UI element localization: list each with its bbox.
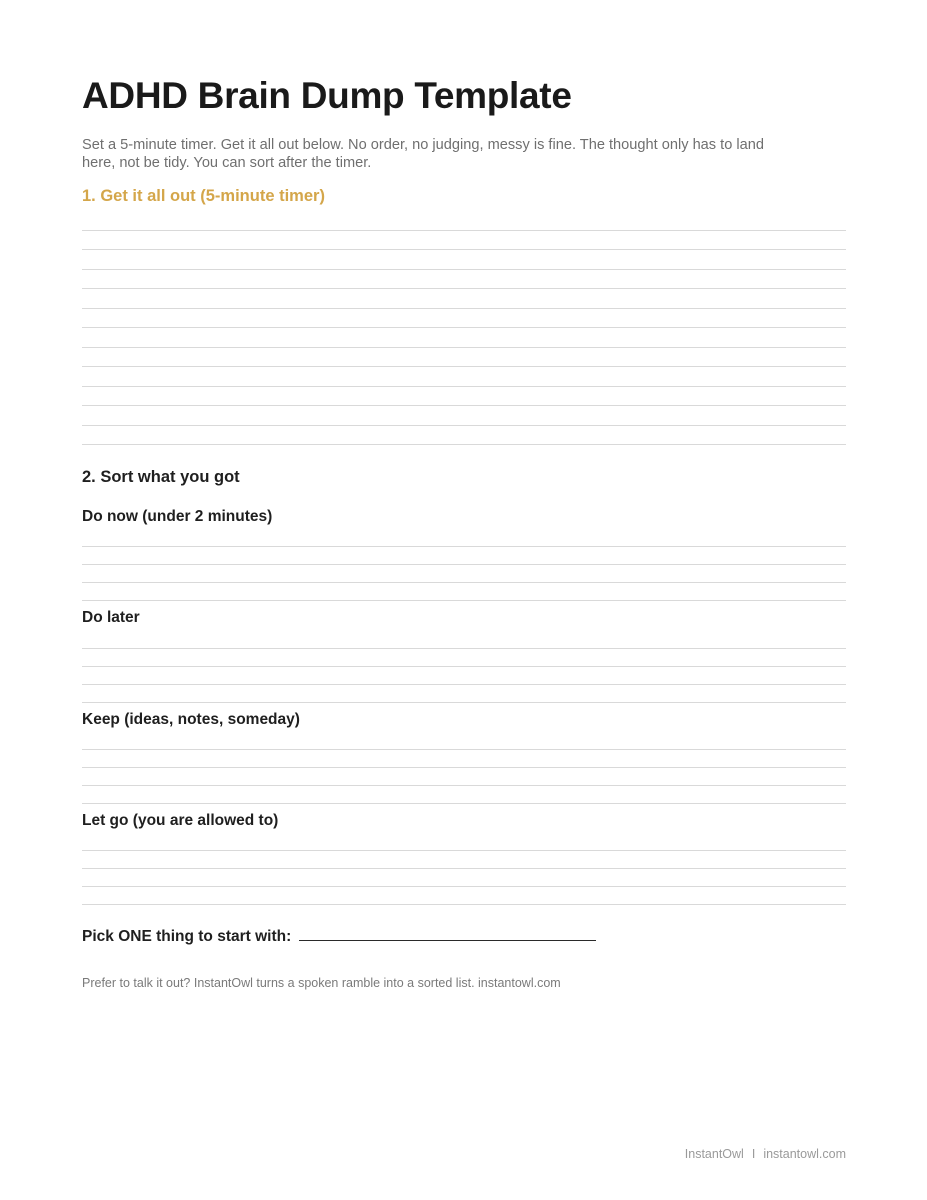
writing-line [82,582,846,583]
section-2-heading: 2. Sort what you got [82,468,240,486]
pick-one-row [82,926,596,946]
category-let-go-heading: Let go (you are allowed to) [82,812,279,829]
writing-line [82,648,846,649]
footer-brand: InstantOwl [684,1147,744,1161]
page-title: ADHD Brain Dump Template [82,75,572,116]
writing-line [82,785,846,786]
writing-line [82,405,846,406]
writing-line [82,230,846,231]
writing-line [82,269,846,270]
pick-one-blank-line[interactable] [299,926,596,941]
category-keep-heading: Keep (ideas, notes, someday) [82,711,300,728]
category-do-later-heading: Do later [82,609,140,626]
writing-line [82,288,846,289]
writing-line [82,327,846,328]
writing-line [82,546,846,547]
writing-line [82,886,846,887]
category-do-now-heading: Do now (under 2 minutes) [82,508,273,525]
pick-one-label: Pick ONE thing to start with: [82,928,292,945]
writing-line [82,702,846,703]
writing-line [82,767,846,768]
writing-line [82,564,846,565]
writing-line [82,444,846,445]
writing-line [82,904,846,905]
footer-separator: I [751,1147,756,1161]
writing-line [82,850,846,851]
intro-instructions: Set a 5-minute timer. Get it all out below. No order, no judging, messy is fine. The thought only has to land here, not be tidy. You can sort after the timer. [82,137,764,171]
writing-line [82,803,846,804]
writing-line [82,366,846,367]
writing-line [82,749,846,750]
writing-line [82,425,846,426]
writing-line [82,308,846,309]
footer-url[interactable]: instantowl.com [763,1147,846,1161]
writing-line [82,249,846,250]
writing-line [82,600,846,601]
worksheet-page [82,0,846,1200]
section-1-heading: 1. Get it all out (5-minute timer) [82,187,325,205]
writing-line [82,347,846,348]
writing-line [82,666,846,667]
page-footer [685,1146,846,1162]
writing-line [82,386,846,387]
promo-note: Prefer to talk it out? InstantOwl turns a spoken ramble into a sorted list. instantowl.com [82,976,561,990]
writing-line [82,684,846,685]
writing-line [82,868,846,869]
